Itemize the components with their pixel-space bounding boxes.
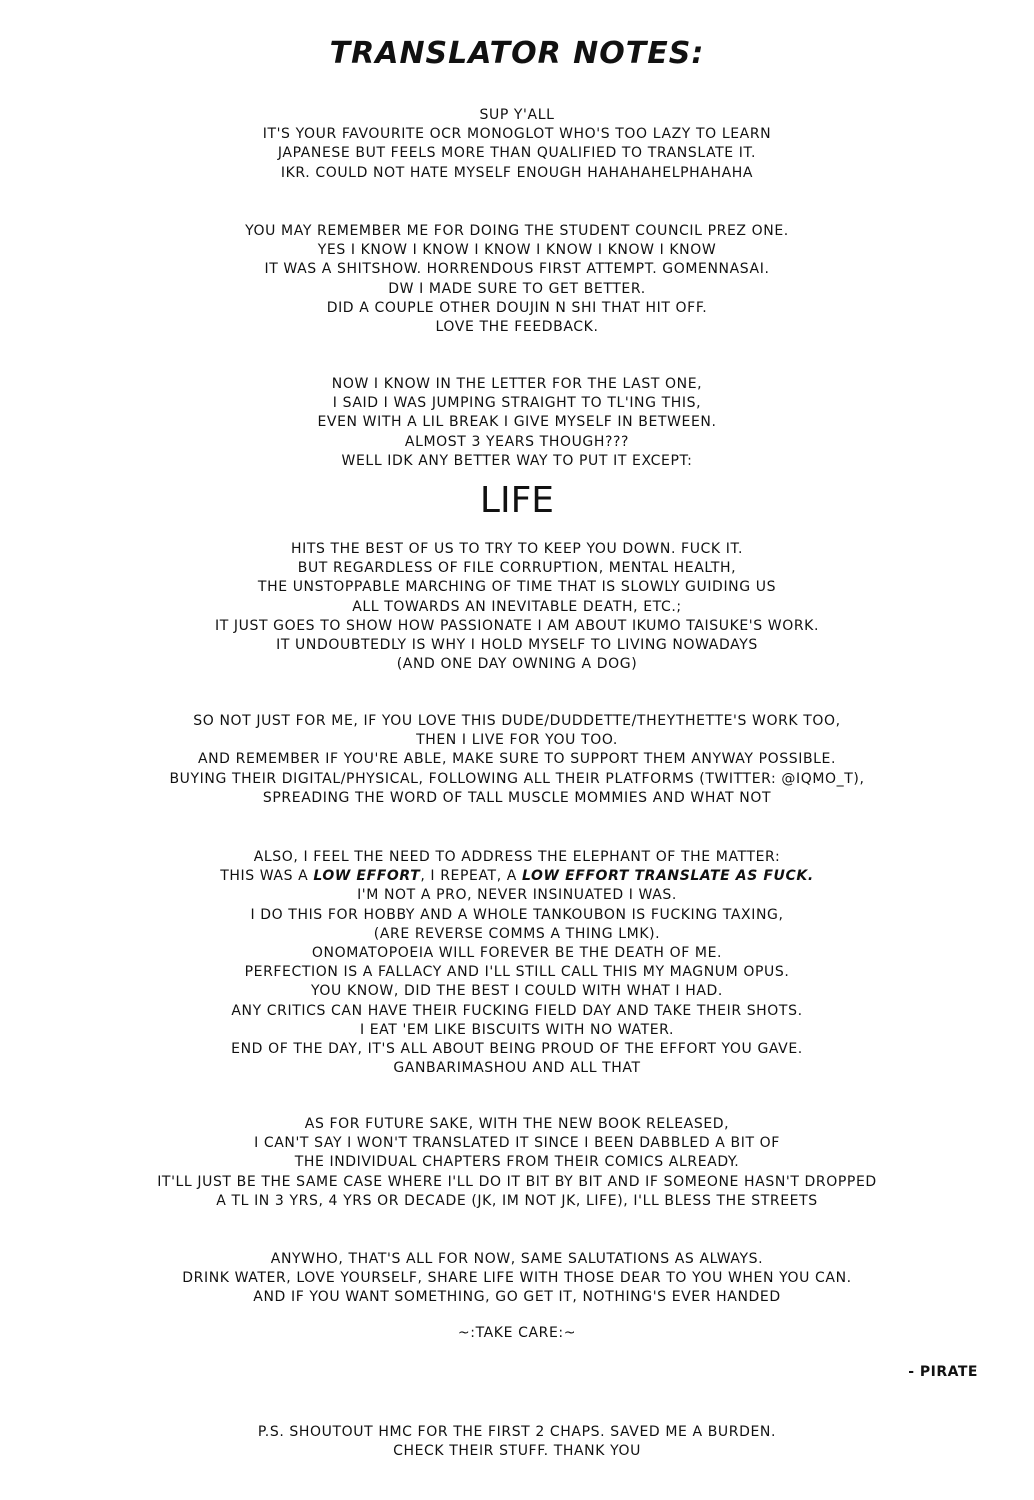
text-line: I'M NOT A PRO, NEVER INSINUATED I WAS.	[357, 887, 677, 904]
text-line: SPREADING THE WORD OF TALL MUSCLE MOMMIES AND WHAT NOT	[262, 789, 772, 806]
text-line: DID A COUPLE OTHER DOUJIN N SHI THAT HIT OFF.	[326, 299, 708, 316]
text-line: P.S. SHOUTOUT HMC FOR THE FIRST 2 CHAPS. SAVED ME A BURDEN.	[257, 1424, 777, 1440]
text-line: I CAN'T SAY I WON'T TRANSLATED IT SINCE I BEEN DABBLED A BIT OF	[254, 1135, 780, 1152]
text-line: A TL IN 3 YRS, 4 YRS OR DECADE (JK, IM NOT JK, LIFE), I'LL BLESS THE STREETS	[216, 1192, 818, 1209]
text-line: BUYING THEIR DIGITAL/PHYSICAL, FOLLOWING ALL THEIR PLATFORMS (TWITTER: @IQMO_T),	[169, 770, 865, 787]
text-line: THE INDIVIDUAL CHAPTERS FROM THEIR COMICS ALREADY.	[294, 1154, 740, 1171]
text-line: JAPANESE BUT FEELS MORE THAN QUALIFIED TO TRANSLATE IT.	[277, 145, 757, 162]
text-line: NOW I KNOW IN THE LETTER FOR THE LAST ONE,	[331, 376, 703, 392]
text-line: ONOMATOPOEIA WILL FOREVER BE THE DEATH OF ME.	[311, 945, 723, 962]
text-line: ANY CRITICS CAN HAVE THEIR FUCKING FIELD DAY AND TAKE THEIR SHOTS.	[231, 1002, 803, 1019]
take-care-line: ~:TAKE CARE:~	[457, 1325, 577, 1341]
closing-paragraph	[0, 1250, 1034, 1308]
text-line: ANYWHO, THAT'S ALL FOR NOW, SAME SALUTATIONS AS ALWAYS.	[270, 1251, 764, 1267]
emphasis-text: LOW EFFORT TRANSLATE AS FUCK.	[522, 868, 814, 885]
text-line: EVEN WITH A LIL BREAK I GIVE MYSELF IN BETWEEN.	[317, 414, 717, 431]
text-line: SO NOT JUST FOR ME, IF YOU LOVE THIS DUDE/DUDDETTE/THEYTHETTE'S WORK TOO,	[193, 713, 841, 729]
text-line: SUP Y'ALL	[479, 107, 555, 123]
text-line: WELL IDK ANY BETTER WAY TO PUT IT EXCEPT:	[341, 452, 693, 469]
text-line: ALMOST 3 YEARS THOUGH???	[404, 433, 630, 450]
text-line: END OF THE DAY, IT'S ALL ABOUT BEING PROUD OF THE EFFORT YOU GAVE.	[231, 1041, 803, 1058]
effort-paragraph	[0, 848, 1034, 1078]
text-line: DRINK WATER, LOVE YOURSELF, SHARE LIFE WITH THOSE DEAR TO YOU WHEN YOU CAN.	[182, 1270, 852, 1287]
text-line: ALSO, I FEEL THE NEED TO ADDRESS THE ELEPHANT OF THE MATTER:	[253, 849, 781, 865]
text-fragment: THIS WAS A	[220, 868, 314, 885]
text-line: AS FOR FUTURE SAKE, WITH THE NEW BOOK RELEASED,	[304, 1116, 730, 1132]
text-line: YES I KNOW I KNOW I KNOW I KNOW I KNOW I KNOW	[317, 242, 717, 259]
text-line: YOU KNOW, DID THE BEST I COULD WITH WHAT I HAD.	[311, 983, 723, 1000]
text-line: I DO THIS FOR HOBBY AND A WHOLE TANKOUBON IS FUCKING TAXING,	[250, 906, 784, 923]
text-line: (AND ONE DAY OWNING A DOG)	[396, 656, 638, 673]
intro-paragraph	[0, 106, 1034, 183]
text-line: YOU MAY REMEMBER ME FOR DOING THE STUDENT COUNCIL PREZ ONE.	[245, 223, 789, 239]
text-line: IT'S YOUR FAVOURITE OCR MONOGLOT WHO'S TOO LAZY TO LEARN	[262, 126, 772, 143]
text-line: I EAT 'EM LIKE BISCUITS WITH NO WATER.	[359, 1021, 675, 1038]
ps-paragraph	[0, 1423, 1034, 1461]
text-line: ALL TOWARDS AN INEVITABLE DEATH, ETC.;	[352, 598, 682, 615]
delay-paragraph	[0, 375, 1034, 471]
life-heading: LIFE	[479, 480, 555, 521]
life-paragraph	[0, 540, 1034, 674]
text-line: IT JUST GOES TO SHOW HOW PASSIONATE I AM ABOUT IKUMO TAISUKE'S WORK.	[214, 617, 820, 634]
text-line: (ARE REVERSE COMMS A THING LMK).	[373, 925, 661, 942]
text-fragment: , I REPEAT, A	[420, 868, 523, 885]
text-line: CHECK THEIR STUFF. THANK YOU	[393, 1443, 641, 1460]
future-paragraph	[0, 1115, 1034, 1211]
text-line: LOVE THE FEEDBACK.	[435, 319, 599, 336]
text-line: IT UNDOUBTEDLY IS WHY I HOLD MYSELF TO LIVING NOWADAYS	[276, 637, 758, 654]
emphasis-text: LOW EFFORT	[313, 868, 421, 885]
text-line: GANBARIMASHOU AND ALL THAT	[393, 1060, 641, 1077]
signature: - PIRATE	[908, 1364, 978, 1380]
text-line: IT'LL JUST BE THE SAME CASE WHERE I'LL DO IT BIT BY BIT AND IF SOMEONE HASN'T DROPPED	[157, 1173, 877, 1190]
text-line: PERFECTION IS A FALLACY AND I'LL STILL CALL THIS MY MAGNUM OPUS.	[244, 964, 790, 981]
support-paragraph	[0, 712, 1034, 808]
text-line: AND REMEMBER IF YOU'RE ABLE, MAKE SURE TO SUPPORT THEM ANYWAY POSSIBLE.	[197, 751, 837, 768]
text-line: I SAID I WAS JUMPING STRAIGHT TO TL'ING THIS,	[332, 395, 702, 412]
text-line	[0, 867, 1034, 886]
text-line: IKR. COULD NOT HATE MYSELF ENOUGH HAHAHAHELPHAHAHA	[280, 164, 754, 181]
text-line: AND IF YOU WANT SOMETHING, GO GET IT, NOTHING'S EVER HANDED	[253, 1289, 781, 1306]
text-line: IT WAS A SHITSHOW. HORRENDOUS FIRST ATTEMPT. GOMENNASAI.	[264, 261, 770, 278]
history-paragraph	[0, 222, 1034, 337]
text-line: DW I MADE SURE TO GET BETTER.	[388, 280, 646, 297]
text-line: BUT REGARDLESS OF FILE CORRUPTION, MENTAL HEALTH,	[297, 560, 737, 577]
text-line: THE UNSTOPPABLE MARCHING OF TIME THAT IS SLOWLY GUIDING US	[257, 579, 777, 596]
text-line: HITS THE BEST OF US TO TRY TO KEEP YOU DOWN. FUCK IT.	[290, 541, 744, 557]
page-title: TRANSLATOR NOTES:	[329, 36, 705, 71]
text-line: THEN I LIVE FOR YOU TOO.	[416, 732, 618, 749]
